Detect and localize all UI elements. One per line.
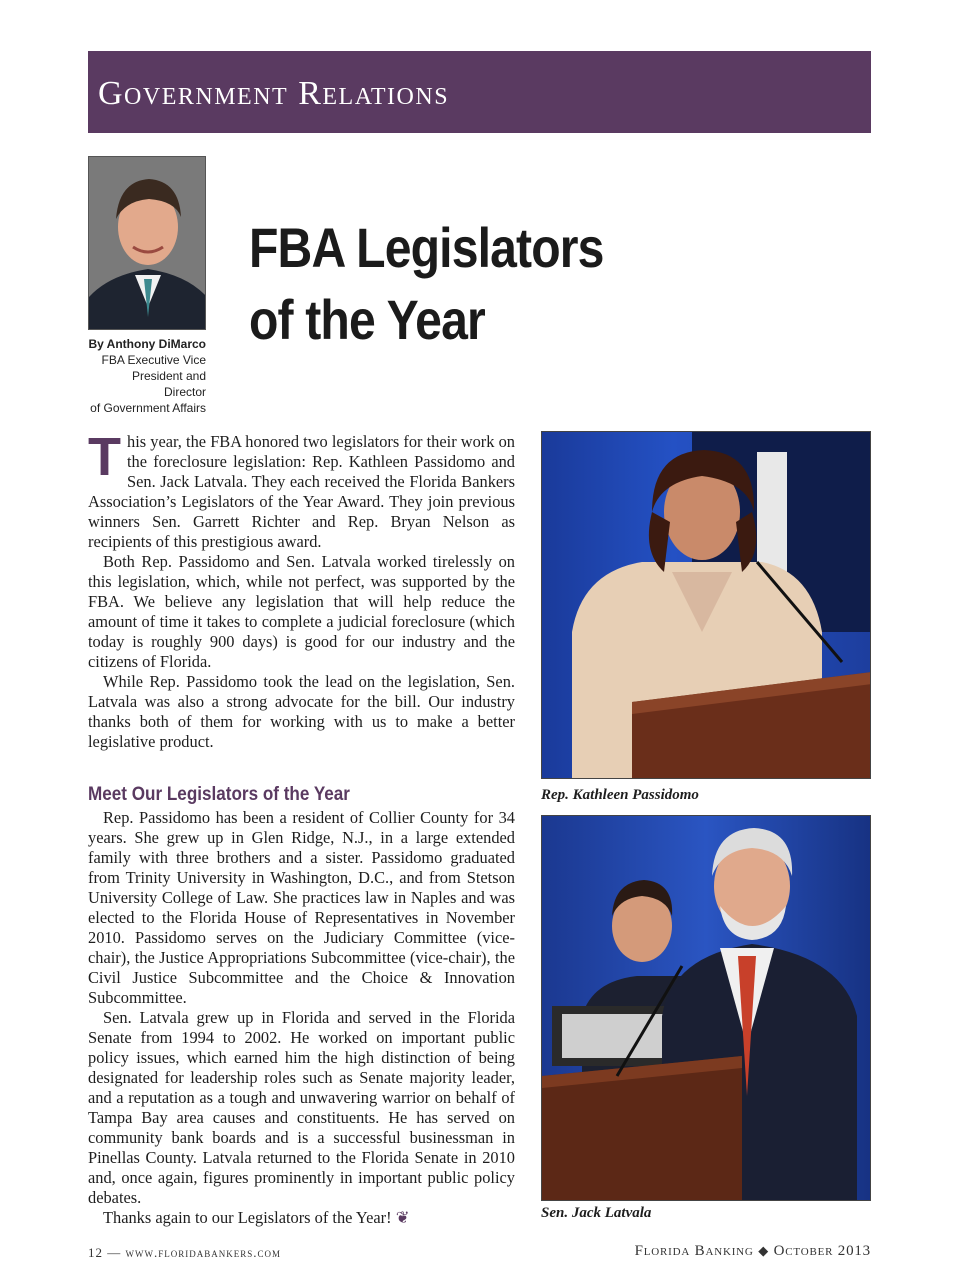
author-byline: [88, 336, 206, 416]
meet-text: [88, 808, 515, 1228]
meet-paragraph-1: Rep. Passidomo has been a resident of Collier County for 34 years. She grew up in Glen Ridge, N.J., in a large extended family with three brothers and a sister. Passidomo graduated from Trinity University in Washington, D.C., and from Stetson University College of Law. She practices law in Naples and was elected to the Florida House of Representatives in November 2010. Passidomo serves on the Judiciary Committee (vice-chair), the Justice Appropriations Subcommittee (vice-chair), the Civil Justice Subcommittee and the Choice & Innovation Subcommittee.: [88, 808, 515, 1007]
passidomo-illustration: [542, 432, 871, 779]
drop-cap: T: [88, 427, 121, 487]
section-banner: [88, 51, 871, 133]
intro-text: [88, 427, 515, 752]
headline-line-2: of the Year: [249, 288, 485, 351]
footer-page-url: 12 — www.floridabankers.com: [88, 1245, 281, 1260]
footer-publication: [635, 1243, 871, 1260]
section-heading: Meet Our Legislators of the Year: [88, 784, 350, 805]
photo-latvala: [541, 815, 871, 1201]
meet-paragraph-2: Sen. Latvala grew up in Florida and served in the Florida Senate from 1994 to 2002. He worked on important public policy issues, which earned him the high distinction of being designated for leadership roles such as Senate majority leader, and a reputation as a tough and unwavering warrior on behalf of Tampa Bay area causes and constituents. He has served on community bank boards and is a successful businessman in Pinellas County. Latvala returned to the Florida Senate in 2010 and, once again, figures prominently in important public policy debates.: [88, 1008, 515, 1207]
diamond-icon: ◆: [758, 1243, 770, 1258]
photo-passidomo: [541, 431, 871, 779]
photo-caption: Rep. Kathleen Passidomo: [541, 787, 699, 803]
author-photo: [88, 156, 206, 330]
author-portrait-illustration: [89, 157, 206, 330]
author-role-line: FBA Executive Vice: [101, 353, 206, 367]
meet-paragraph-3: [88, 1208, 515, 1228]
meet-paragraph-3-text: Thanks again to our Legislators of the Year!: [103, 1208, 392, 1227]
headline-line-1: FBA Legislators: [249, 216, 604, 279]
author-role-line: President and Director: [131, 369, 206, 399]
intro-paragraph-3: While Rep. Passidomo took the lead on the legislation, Sen. Latvala was also a strong advocate for the bill. Our industry thanks both of them for working with us to make a better legislative product.: [88, 672, 515, 751]
end-mark-icon: ❦: [395, 1208, 410, 1227]
footer-issue-date: October 2013: [773, 1243, 871, 1259]
latvala-illustration: [542, 816, 871, 1201]
section-title: Government Relations: [98, 75, 450, 112]
article-headline: [249, 212, 604, 356]
photo-caption: Sen. Jack Latvala: [541, 1205, 652, 1221]
intro-paragraph-2: Both Rep. Passidomo and Sen. Latvala worked tirelessly on this legislation, which, while not perfect, was supported by the FBA. We believe any legislation that will help reduce the amount of time it takes to complete a judicial foreclosure (which today is roughly 900 days) is good for our industry and the citizens of Florida.: [88, 552, 515, 671]
footer-publication-name: Florida Banking: [634, 1243, 754, 1259]
intro-paragraph-1: [88, 427, 515, 552]
author-role-line: of Government Affairs: [90, 401, 206, 415]
intro-paragraph-1-text: his year, the FBA honored two legislators for their work on the foreclosure legislation: Rep. Kathleen Passidomo and Sen. Jack Latvala. They each received the Florida Bankers Association’s Legislators of the Year Award. They join previous winners Sen. Garrett Richter and Rep. Bryan Nelson as recipients of this prestigious award.: [88, 432, 515, 551]
author-name: By Anthony DiMarco: [88, 337, 206, 351]
